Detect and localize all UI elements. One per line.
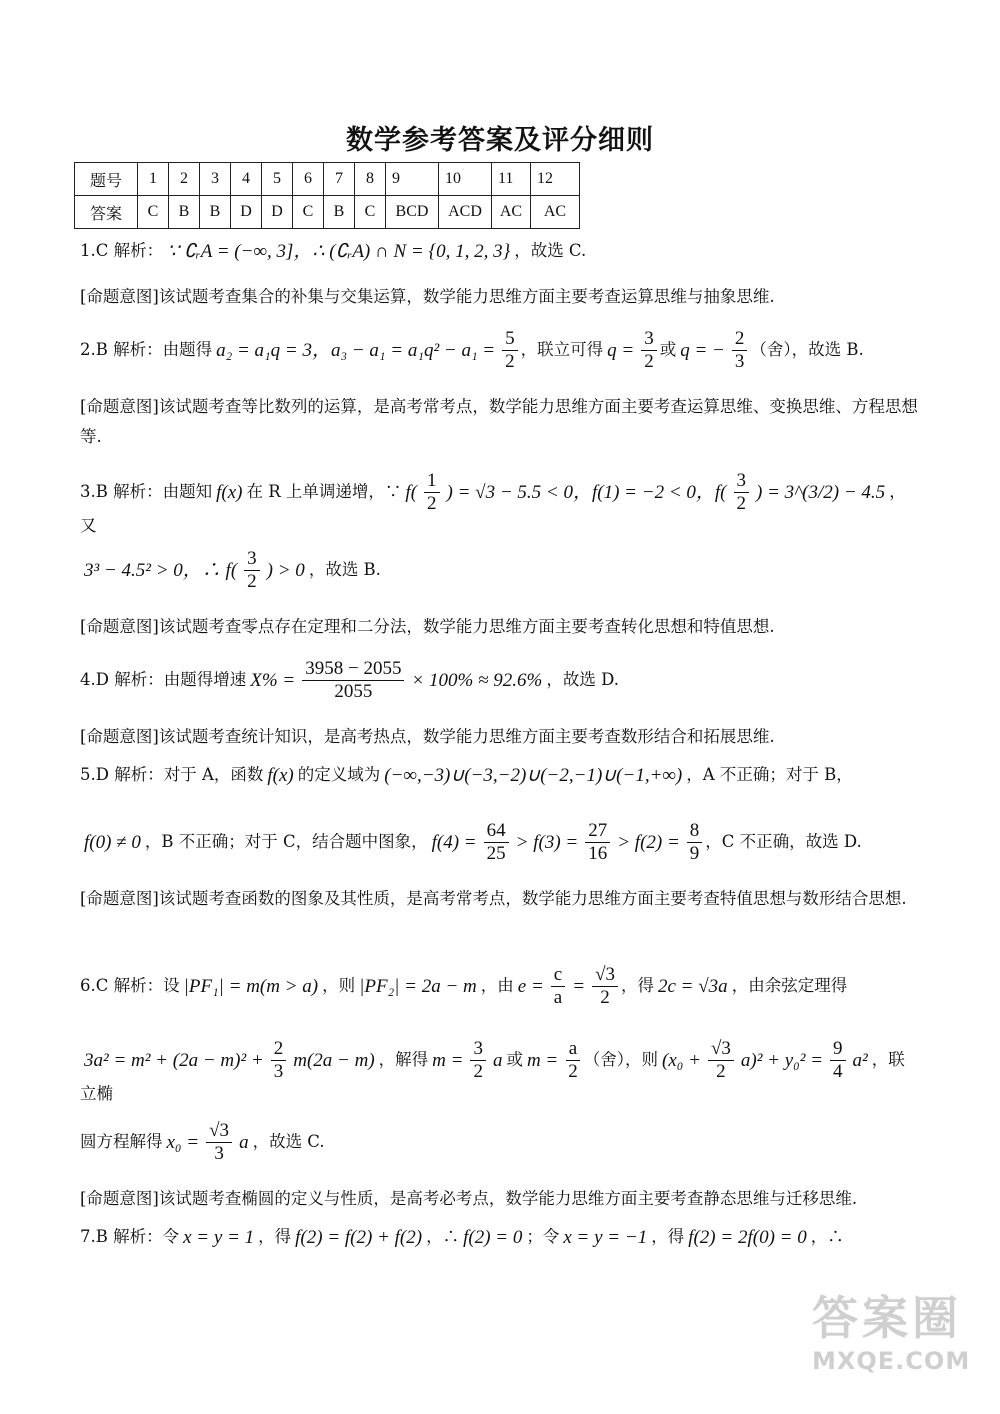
table-answer-label: 答案 (75, 196, 138, 229)
fraction (565, 1038, 581, 1083)
math-expression: ) > 0 (266, 559, 305, 581)
table-cell: D (231, 196, 262, 229)
table-row-answers (75, 196, 580, 229)
table-cell: 1 (138, 163, 169, 196)
fraction-denominator: 2 (600, 987, 610, 1008)
fraction-numerator: √3 (206, 1120, 232, 1143)
solution-6-continued (80, 1038, 920, 1105)
math-expression: m = (526, 1049, 559, 1071)
solution-6-final (80, 1120, 920, 1165)
fraction-numerator: 9 (830, 1038, 846, 1061)
table-cell: 9 (386, 163, 439, 196)
watermark-logo (812, 1290, 971, 1386)
fraction (206, 1120, 232, 1165)
solution-7 (80, 1226, 920, 1249)
solution-text: ，得 (621, 976, 654, 995)
fraction-numerator: 3 (470, 1038, 486, 1061)
solution-1 (80, 240, 920, 263)
table-cell: ACD (439, 196, 492, 229)
watermark-text: 答案圈 (812, 1291, 962, 1345)
table-cell: B (169, 196, 200, 229)
math-expression: a (492, 1049, 503, 1071)
fraction-denominator: 2 (568, 1061, 578, 1082)
math-expression: X% = (250, 669, 296, 691)
table-cell: 7 (324, 163, 355, 196)
solution-prefix: 7.B 解析：令 (80, 1227, 180, 1246)
note-5: [命题意图]该试题考查函数的图象及其性质，是高考常考点，数学能力思维方面主要考查特值思想与数形结合思想. (80, 889, 907, 908)
table-cell: D (262, 196, 293, 229)
fraction (585, 820, 610, 865)
fraction-numerator: 3958 − 2055 (302, 658, 404, 681)
fraction-denominator: 2055 (334, 681, 373, 702)
solution-text: 或 (506, 1050, 523, 1069)
solution-prefix: 5.D 解析：对于 A，函数 (80, 765, 264, 784)
fraction-numerator: 64 (484, 820, 509, 843)
table-cell: 3 (200, 163, 231, 196)
math-expression: (−∞,−3)∪(−3,−2)∪(−2,−1)∪(−1,+∞) (384, 764, 683, 786)
math-expression: × 100% ≈ 92.6% (411, 669, 543, 691)
solution-suffix: ，又 (80, 482, 906, 535)
fraction (732, 328, 748, 373)
math-expression: f(2) = f(2) + f(2) (295, 1226, 423, 1248)
fraction-denominator: 9 (689, 843, 700, 864)
table-cell: 4 (231, 163, 262, 196)
solution-2 (80, 328, 920, 373)
table-cell: 2 (169, 163, 200, 196)
table-cell: BCD (386, 196, 439, 229)
note-4: [命题意图]该试题考查统计知识，是高考热点，数学能力思维方面主要考查数形结合和拓展思维. (80, 727, 775, 746)
fraction-denominator: 25 (486, 843, 506, 864)
note-2: [命题意图]该试题考查等比数列的运算，是高考常考点，数学能力思维方面主要考查运算思维、变换思维、方程思想等. (80, 397, 918, 446)
math-expression: 3a² = m² + (2a − m)² + (84, 1049, 264, 1071)
math-expression: > f(2) = (617, 831, 680, 853)
table-cell: 10 (439, 163, 492, 196)
math-expression: |PF₁| = m(m > a) (183, 975, 319, 997)
fraction-numerator: c (551, 964, 565, 987)
fraction (302, 658, 404, 703)
fraction (687, 820, 703, 865)
table-cell: C (138, 196, 169, 229)
table-cell: 5 (262, 163, 293, 196)
solution-text: 或 (659, 340, 677, 359)
page-title: 数学参考答案及评分细则 (346, 125, 654, 156)
fraction (551, 964, 565, 1009)
fraction-denominator: a (553, 987, 563, 1008)
fraction-numerator: a (566, 1038, 580, 1061)
math-expression: f(2) = 0 (463, 1226, 523, 1248)
table-cell: C (355, 196, 386, 229)
math-expression: ∵ ∁ᵣA = (−∞, 3]，∴ (∁ᵣA) ∩ N = {0, 1, 2, 3} (167, 240, 511, 262)
math-expression: f( (405, 481, 418, 503)
math-expression: x = y = −1 (563, 1226, 648, 1248)
fraction-numerator: 2 (271, 1038, 287, 1061)
solution-text: ，∴ (426, 1227, 460, 1246)
fraction-numerator: 27 (585, 820, 610, 843)
solution-text: ；令 (526, 1227, 560, 1246)
fraction (424, 470, 440, 515)
solution-suffix: ，故选 B. (308, 560, 381, 579)
fraction-denominator: 2 (736, 493, 747, 514)
fraction-denominator: 4 (833, 1061, 843, 1082)
solution-suffix: ，联立椭 (80, 1050, 905, 1103)
fraction-numerator: √3 (708, 1038, 734, 1061)
table-cell: B (324, 196, 355, 229)
note-3: [命题意图]该试题考查零点存在定理和二分法，数学能力思维方面主要考查转化思想和特值思想. (80, 617, 775, 636)
fraction (641, 328, 657, 373)
solution-text: ，解得 (378, 1050, 429, 1069)
math-expression: q = (607, 339, 635, 361)
solution-prefix: 6.C 解析：设 (80, 976, 180, 995)
fraction-numerator: 1 (424, 470, 440, 493)
fraction-numerator: 3 (244, 548, 260, 571)
solution-suffix: ，A 不正确；对于 B， (686, 765, 853, 784)
solution-3-continued (80, 548, 920, 593)
answer-table (74, 162, 580, 229)
math-expression: e = (517, 975, 544, 997)
solution-text: ，联立可得 (520, 340, 604, 359)
math-expression: (x₀ + (662, 1049, 701, 1071)
fraction (708, 1038, 734, 1083)
fraction-numerator: 3 (641, 328, 657, 351)
fraction (830, 1038, 846, 1083)
solution-text: ，则 (322, 976, 356, 995)
fraction-numerator: 5 (502, 328, 518, 351)
fraction-numerator: 2 (732, 328, 748, 351)
fraction-numerator: √3 (592, 964, 618, 987)
math-expression: a)² + y₀² = (740, 1049, 824, 1071)
fraction (484, 820, 509, 865)
fraction-denominator: 2 (247, 571, 257, 592)
table-cell: C (293, 196, 324, 229)
fraction (244, 548, 260, 593)
math-expression: > f(3) = (515, 831, 579, 853)
solution-prefix: 1.C 解析： (80, 241, 164, 260)
solution-prefix: 2.B 解析：由题得 (80, 340, 213, 359)
math-expression: x = y = 1 (183, 1226, 255, 1248)
solution-4 (80, 658, 920, 703)
solution-5 (80, 764, 920, 787)
solution-suffix: ，∴ (810, 1227, 844, 1246)
solution-suffix: （舍），故选 B. (750, 340, 864, 359)
solution-text: 的定义域为 (297, 765, 381, 784)
fraction-denominator: 2 (716, 1061, 726, 1082)
table-header-label: 题号 (75, 163, 138, 196)
solution-5-continued (80, 820, 920, 865)
solution-prefix: 3.B 解析：由题知 (80, 482, 213, 501)
watermark-url: MXQE.COM (812, 1347, 971, 1375)
table-cell: 6 (293, 163, 324, 196)
table-cell: 8 (355, 163, 386, 196)
math-expression: m = (432, 1049, 464, 1071)
solution-text: ，得 (651, 1227, 685, 1246)
fraction-numerator: 8 (687, 820, 703, 843)
solution-suffix: ，C 不正确，故选 D. (705, 832, 862, 851)
math-expression: m(2a − m) (293, 1049, 375, 1071)
note-1: [命题意图]该试题考查集合的补集与交集运算，数学能力思维方面主要考查运算思维与抽象思维. (80, 287, 775, 306)
fraction-denominator: 2 (427, 493, 437, 514)
solution-text: ，由 (480, 976, 514, 995)
solution-text: （舍），则 (583, 1050, 658, 1069)
fraction-numerator: 3 (734, 470, 750, 493)
fraction-denominator: 3 (214, 1143, 224, 1164)
fraction-denominator: 2 (505, 351, 515, 372)
table-cell: 11 (492, 163, 531, 196)
fraction-denominator: 2 (644, 351, 654, 372)
math-expression: q = − (680, 339, 725, 361)
fraction-denominator: 3 (273, 1061, 284, 1082)
math-expression: = (572, 975, 586, 997)
math-expression: f(0) ≠ 0 (84, 831, 141, 853)
math-expression: |PF₂| = 2a − m (359, 975, 477, 997)
table-cell: 12 (531, 163, 580, 196)
fraction (502, 328, 518, 373)
table-row-numbers (75, 163, 580, 196)
solution-suffix: ，故选 C. (252, 1132, 325, 1151)
solution-text: ，得 (258, 1227, 292, 1246)
math-expression: f(x) (267, 764, 294, 786)
fraction-denominator: 3 (734, 351, 745, 372)
solution-prefix: 4.D 解析：由题得增速 (80, 670, 247, 689)
solution-suffix: ，由余弦定理得 (731, 976, 848, 995)
solution-suffix: ，故选 D. (546, 670, 619, 689)
math-expression: a₂ = a₁q = 3，a₃ − a₁ = a₁q² − a₁ = (216, 339, 496, 361)
fraction-denominator: 16 (588, 843, 608, 864)
solution-text: ，B 不正确；对于 C，结合题中图象， (144, 832, 428, 851)
solution-3 (80, 470, 920, 537)
solution-6 (80, 964, 920, 1009)
solution-prefix: 圆方程解得 (80, 1132, 163, 1151)
fraction (271, 1038, 287, 1083)
math-expression: a² (852, 1049, 868, 1071)
math-expression: 3³ − 4.5² > 0，∴ f( (84, 559, 238, 581)
math-expression: x₀ = (166, 1131, 200, 1153)
math-expression: f(x) (216, 481, 243, 503)
fraction (734, 470, 750, 515)
fraction (470, 1038, 486, 1083)
note-6: [命题意图]该试题考查椭圆的定义与性质，是高考必考点，数学能力思维方面主要考查静态思维与迁移思维. (80, 1189, 858, 1208)
fraction (592, 964, 618, 1009)
math-expression: 2c = √3a (658, 975, 728, 997)
table-cell: AC (492, 196, 531, 229)
table-cell: B (200, 196, 231, 229)
fraction-denominator: 2 (473, 1061, 483, 1082)
table-cell: AC (531, 196, 580, 229)
math-expression: a (239, 1131, 249, 1153)
math-expression: ) = √3 − 5.5 < 0，f(1) = −2 < 0，f( (446, 481, 727, 503)
math-expression: ) = 3^(3/2) − 4.5 (756, 481, 886, 503)
math-expression: f(4) = (431, 831, 477, 853)
math-expression: f(2) = 2f(0) = 0 (688, 1226, 807, 1248)
solution-suffix: ，故选 C. (514, 241, 587, 260)
solution-text: 在 R 上单调递增，∵ (246, 482, 402, 501)
